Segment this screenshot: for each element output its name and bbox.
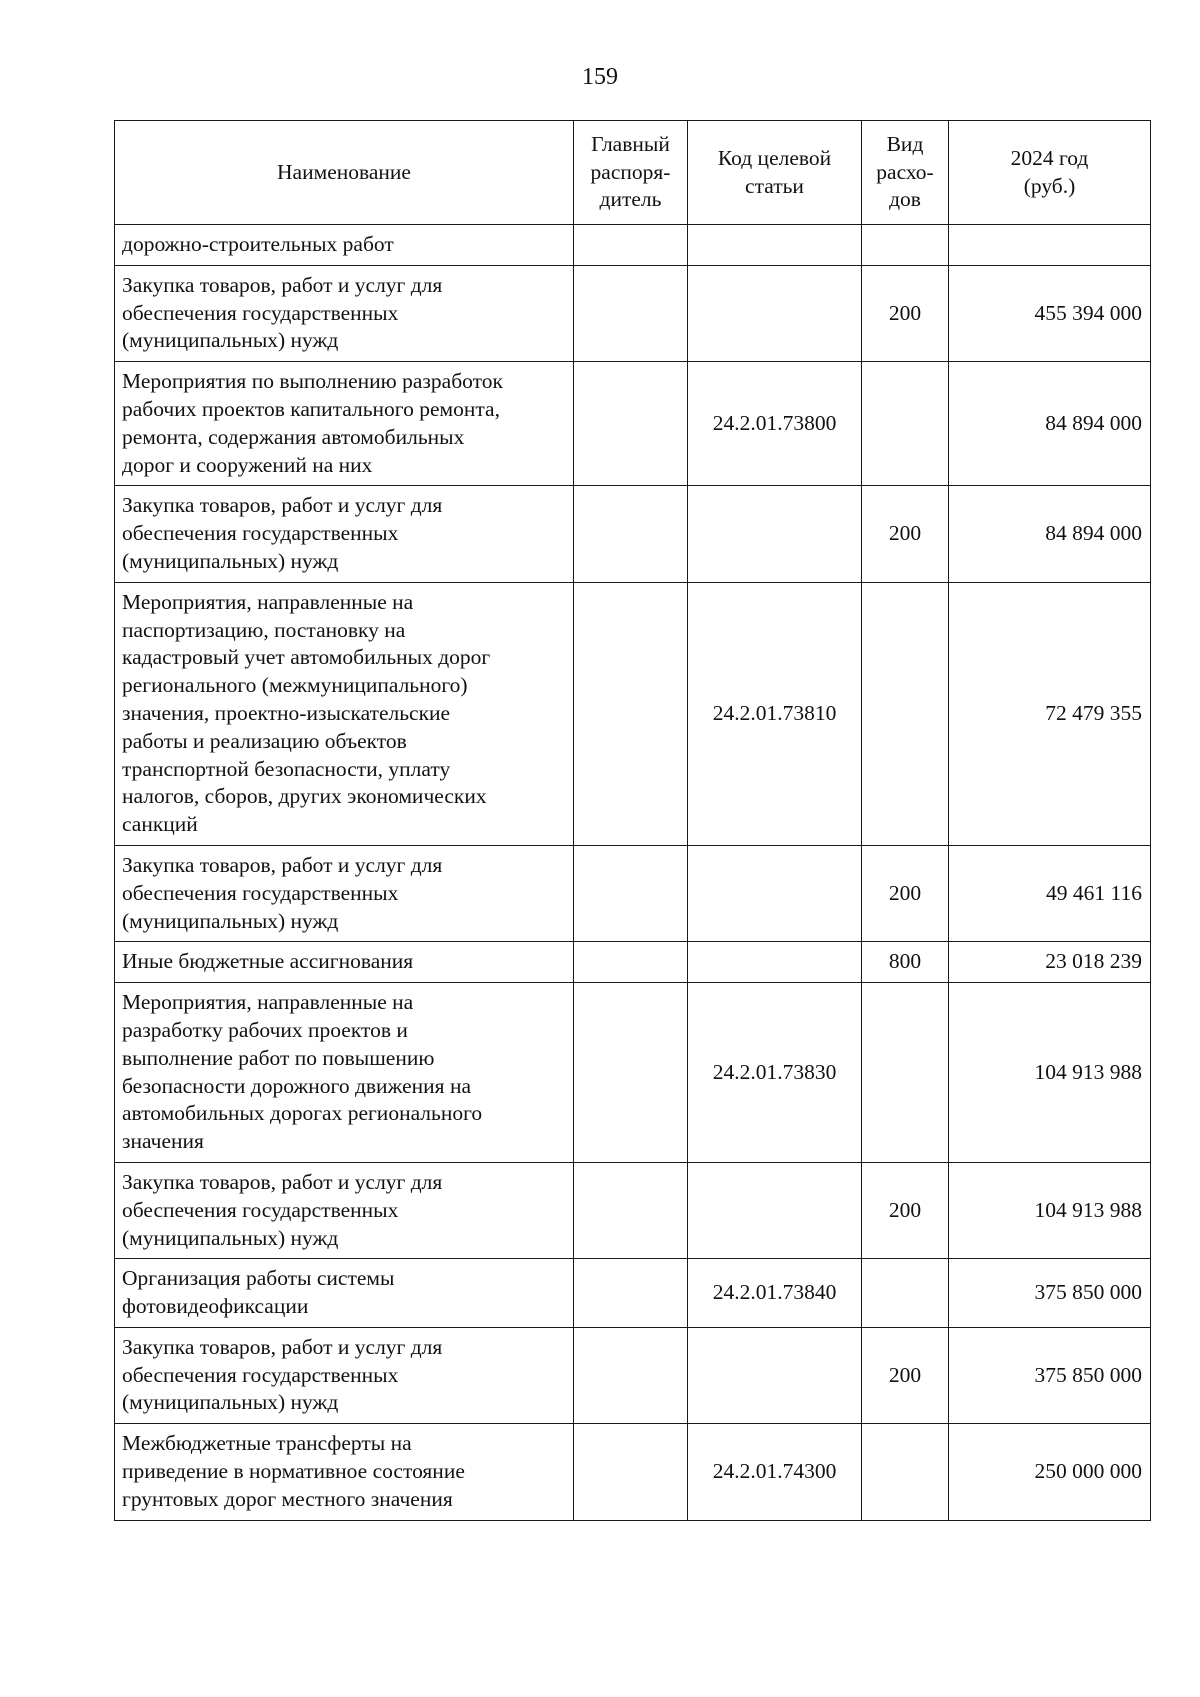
cell-name-line: обеспечения государственных <box>122 300 399 325</box>
cell-name-line: значения <box>122 1129 204 1154</box>
cell-glavny <box>574 1162 688 1258</box>
cell-name-line: безопасности дорожного движения на <box>122 1073 471 1098</box>
cell-name-line: (муниципальных) нужд <box>122 328 339 353</box>
cell-amount: 84 894 000 <box>949 362 1151 486</box>
cell-name <box>115 486 574 582</box>
cell-name <box>115 942 574 983</box>
cell-amount: 250 000 000 <box>949 1424 1151 1520</box>
cell-name-line: кадастровый учет автомобильных дорог <box>122 645 491 670</box>
table-row <box>115 362 1151 486</box>
cell-kod <box>688 1327 862 1423</box>
cell-name-line: Организация работы системы <box>122 1266 395 1291</box>
cell-amount: 375 850 000 <box>949 1259 1151 1328</box>
header-glavny-rasporyaditel <box>574 121 688 225</box>
cell-glavny <box>574 362 688 486</box>
cell-name-line: выполнение работ по повышению <box>122 1045 435 1070</box>
table-header-row <box>115 121 1151 225</box>
cell-name-line: обеспечения государственных <box>122 880 399 905</box>
cell-name-line: Мероприятия по выполнению разработок <box>122 369 503 394</box>
cell-name-line: обеспечения государственных <box>122 1362 399 1387</box>
table-row <box>115 1259 1151 1328</box>
cell-vid: 200 <box>862 486 949 582</box>
table-row <box>115 1162 1151 1258</box>
cell-vid <box>862 362 949 486</box>
table-row <box>115 845 1151 941</box>
cell-glavny <box>574 265 688 361</box>
cell-vid <box>862 983 949 1163</box>
cell-vid <box>862 582 949 845</box>
header-kod-line2: статьи <box>745 173 804 198</box>
cell-name <box>115 845 574 941</box>
cell-kod: 24.2.01.73810 <box>688 582 862 845</box>
cell-name-line: Иные бюджетные ассигнования <box>122 949 414 974</box>
cell-kod <box>688 1162 862 1258</box>
cell-amount: 72 479 355 <box>949 582 1151 845</box>
header-glavny-line1: Главный <box>591 131 670 156</box>
cell-vid <box>862 1424 949 1520</box>
budget-table <box>114 120 1151 1521</box>
header-vid-line1: Вид <box>886 131 924 156</box>
cell-name-line: рабочих проектов капитального ремонта, <box>122 396 500 421</box>
header-name-text: Наименование <box>277 159 411 184</box>
cell-name-line: автомобильных дорогах регионального <box>122 1101 483 1126</box>
header-kod-celevoy-stati <box>688 121 862 225</box>
cell-name-line: грунтовых дорог местного значения <box>122 1486 453 1511</box>
cell-kod <box>688 845 862 941</box>
cell-name-line: (муниципальных) нужд <box>122 908 339 933</box>
cell-name-line: приведение в нормативное состояние <box>122 1459 465 1484</box>
table-row <box>115 486 1151 582</box>
cell-name-line: (муниципальных) нужд <box>122 1390 339 1415</box>
header-vid-rashodov <box>862 121 949 225</box>
cell-name-line: регионального (межмуниципального) <box>122 673 468 698</box>
cell-name-line: паспортизацию, постановку на <box>122 617 406 642</box>
header-vid-line3: дов <box>889 187 921 212</box>
cell-name <box>115 265 574 361</box>
header-year-2024 <box>949 121 1151 225</box>
cell-name-line: Закупка товаров, работ и услуг для <box>122 852 443 877</box>
cell-kod: 24.2.01.73800 <box>688 362 862 486</box>
cell-name-line: Закупка товаров, работ и услуг для <box>122 1169 443 1194</box>
cell-vid: 800 <box>862 942 949 983</box>
cell-amount: 375 850 000 <box>949 1327 1151 1423</box>
cell-amount <box>949 225 1151 266</box>
cell-name-line: обеспечения государственных <box>122 1197 399 1222</box>
cell-amount: 23 018 239 <box>949 942 1151 983</box>
cell-name-line: Мероприятия, направленные на <box>122 589 414 614</box>
table-row <box>115 582 1151 845</box>
header-glavny-line3: дитель <box>599 187 662 212</box>
cell-name-line: (муниципальных) нужд <box>122 1225 339 1250</box>
cell-kod: 24.2.01.74300 <box>688 1424 862 1520</box>
header-glavny-line2: распоря- <box>590 159 671 184</box>
cell-name-line: разработку рабочих проектов и <box>122 1017 408 1042</box>
header-kod-line1: Код целевой <box>717 145 832 170</box>
cell-name <box>115 1259 574 1328</box>
cell-name-line: Закупка товаров, работ и услуг для <box>122 272 443 297</box>
cell-name-line: санкций <box>122 812 198 837</box>
cell-glavny <box>574 942 688 983</box>
cell-amount: 84 894 000 <box>949 486 1151 582</box>
cell-glavny <box>574 1259 688 1328</box>
cell-amount: 104 913 988 <box>949 983 1151 1163</box>
cell-name <box>115 225 574 266</box>
cell-name-line: (муниципальных) нужд <box>122 548 339 573</box>
cell-name-line: обеспечения государственных <box>122 521 399 546</box>
cell-vid <box>862 225 949 266</box>
table-body <box>115 225 1151 1521</box>
header-year-line2: (руб.) <box>1023 173 1076 198</box>
cell-glavny <box>574 983 688 1163</box>
table-row <box>115 1327 1151 1423</box>
cell-name-line: Закупка товаров, работ и услуг для <box>122 493 443 518</box>
cell-kod: 24.2.01.73840 <box>688 1259 862 1328</box>
cell-name-line: фотовидеофиксации <box>122 1294 309 1319</box>
cell-name <box>115 1162 574 1258</box>
cell-kod: 24.2.01.73830 <box>688 983 862 1163</box>
cell-kod <box>688 942 862 983</box>
cell-kod <box>688 225 862 266</box>
cell-vid <box>862 1259 949 1328</box>
cell-name-line: ремонта, содержания автомобильных <box>122 424 465 449</box>
header-name <box>115 121 574 225</box>
cell-name-line: работы и реализацию объектов <box>122 728 407 753</box>
table-row <box>115 265 1151 361</box>
cell-vid: 200 <box>862 1162 949 1258</box>
cell-name-line: значения, проектно-изыскательские <box>122 700 451 725</box>
cell-name <box>115 1327 574 1423</box>
cell-glavny <box>574 1424 688 1520</box>
cell-amount: 104 913 988 <box>949 1162 1151 1258</box>
cell-name <box>115 1424 574 1520</box>
table-row <box>115 1424 1151 1520</box>
cell-glavny <box>574 845 688 941</box>
cell-name <box>115 983 574 1163</box>
cell-glavny <box>574 582 688 845</box>
cell-name-line: Мероприятия, направленные на <box>122 990 414 1015</box>
cell-vid: 200 <box>862 1327 949 1423</box>
cell-name-line: Закупка товаров, работ и услуг для <box>122 1334 443 1359</box>
header-year-line1: 2024 год <box>1010 145 1089 170</box>
cell-name-line: дорог и сооружений на них <box>122 452 373 477</box>
cell-glavny <box>574 486 688 582</box>
cell-name <box>115 362 574 486</box>
cell-amount: 455 394 000 <box>949 265 1151 361</box>
cell-name-line: транспортной безопасности, уплату <box>122 756 451 781</box>
cell-name-line: дорожно-строительных работ <box>122 232 394 256</box>
page-number: 159 <box>582 64 618 90</box>
table-row <box>115 983 1151 1163</box>
cell-glavny <box>574 225 688 266</box>
table-row <box>115 942 1151 983</box>
cell-name-line: налогов, сборов, других экономических <box>122 784 487 809</box>
table-row <box>115 225 1151 266</box>
cell-vid: 200 <box>862 265 949 361</box>
cell-kod <box>688 486 862 582</box>
cell-amount: 49 461 116 <box>949 845 1151 941</box>
cell-name <box>115 582 574 845</box>
cell-glavny <box>574 1327 688 1423</box>
cell-name-line: Межбюджетные трансферты на <box>122 1431 412 1456</box>
cell-vid: 200 <box>862 845 949 941</box>
cell-kod <box>688 265 862 361</box>
header-vid-line2: расхо- <box>876 159 934 184</box>
